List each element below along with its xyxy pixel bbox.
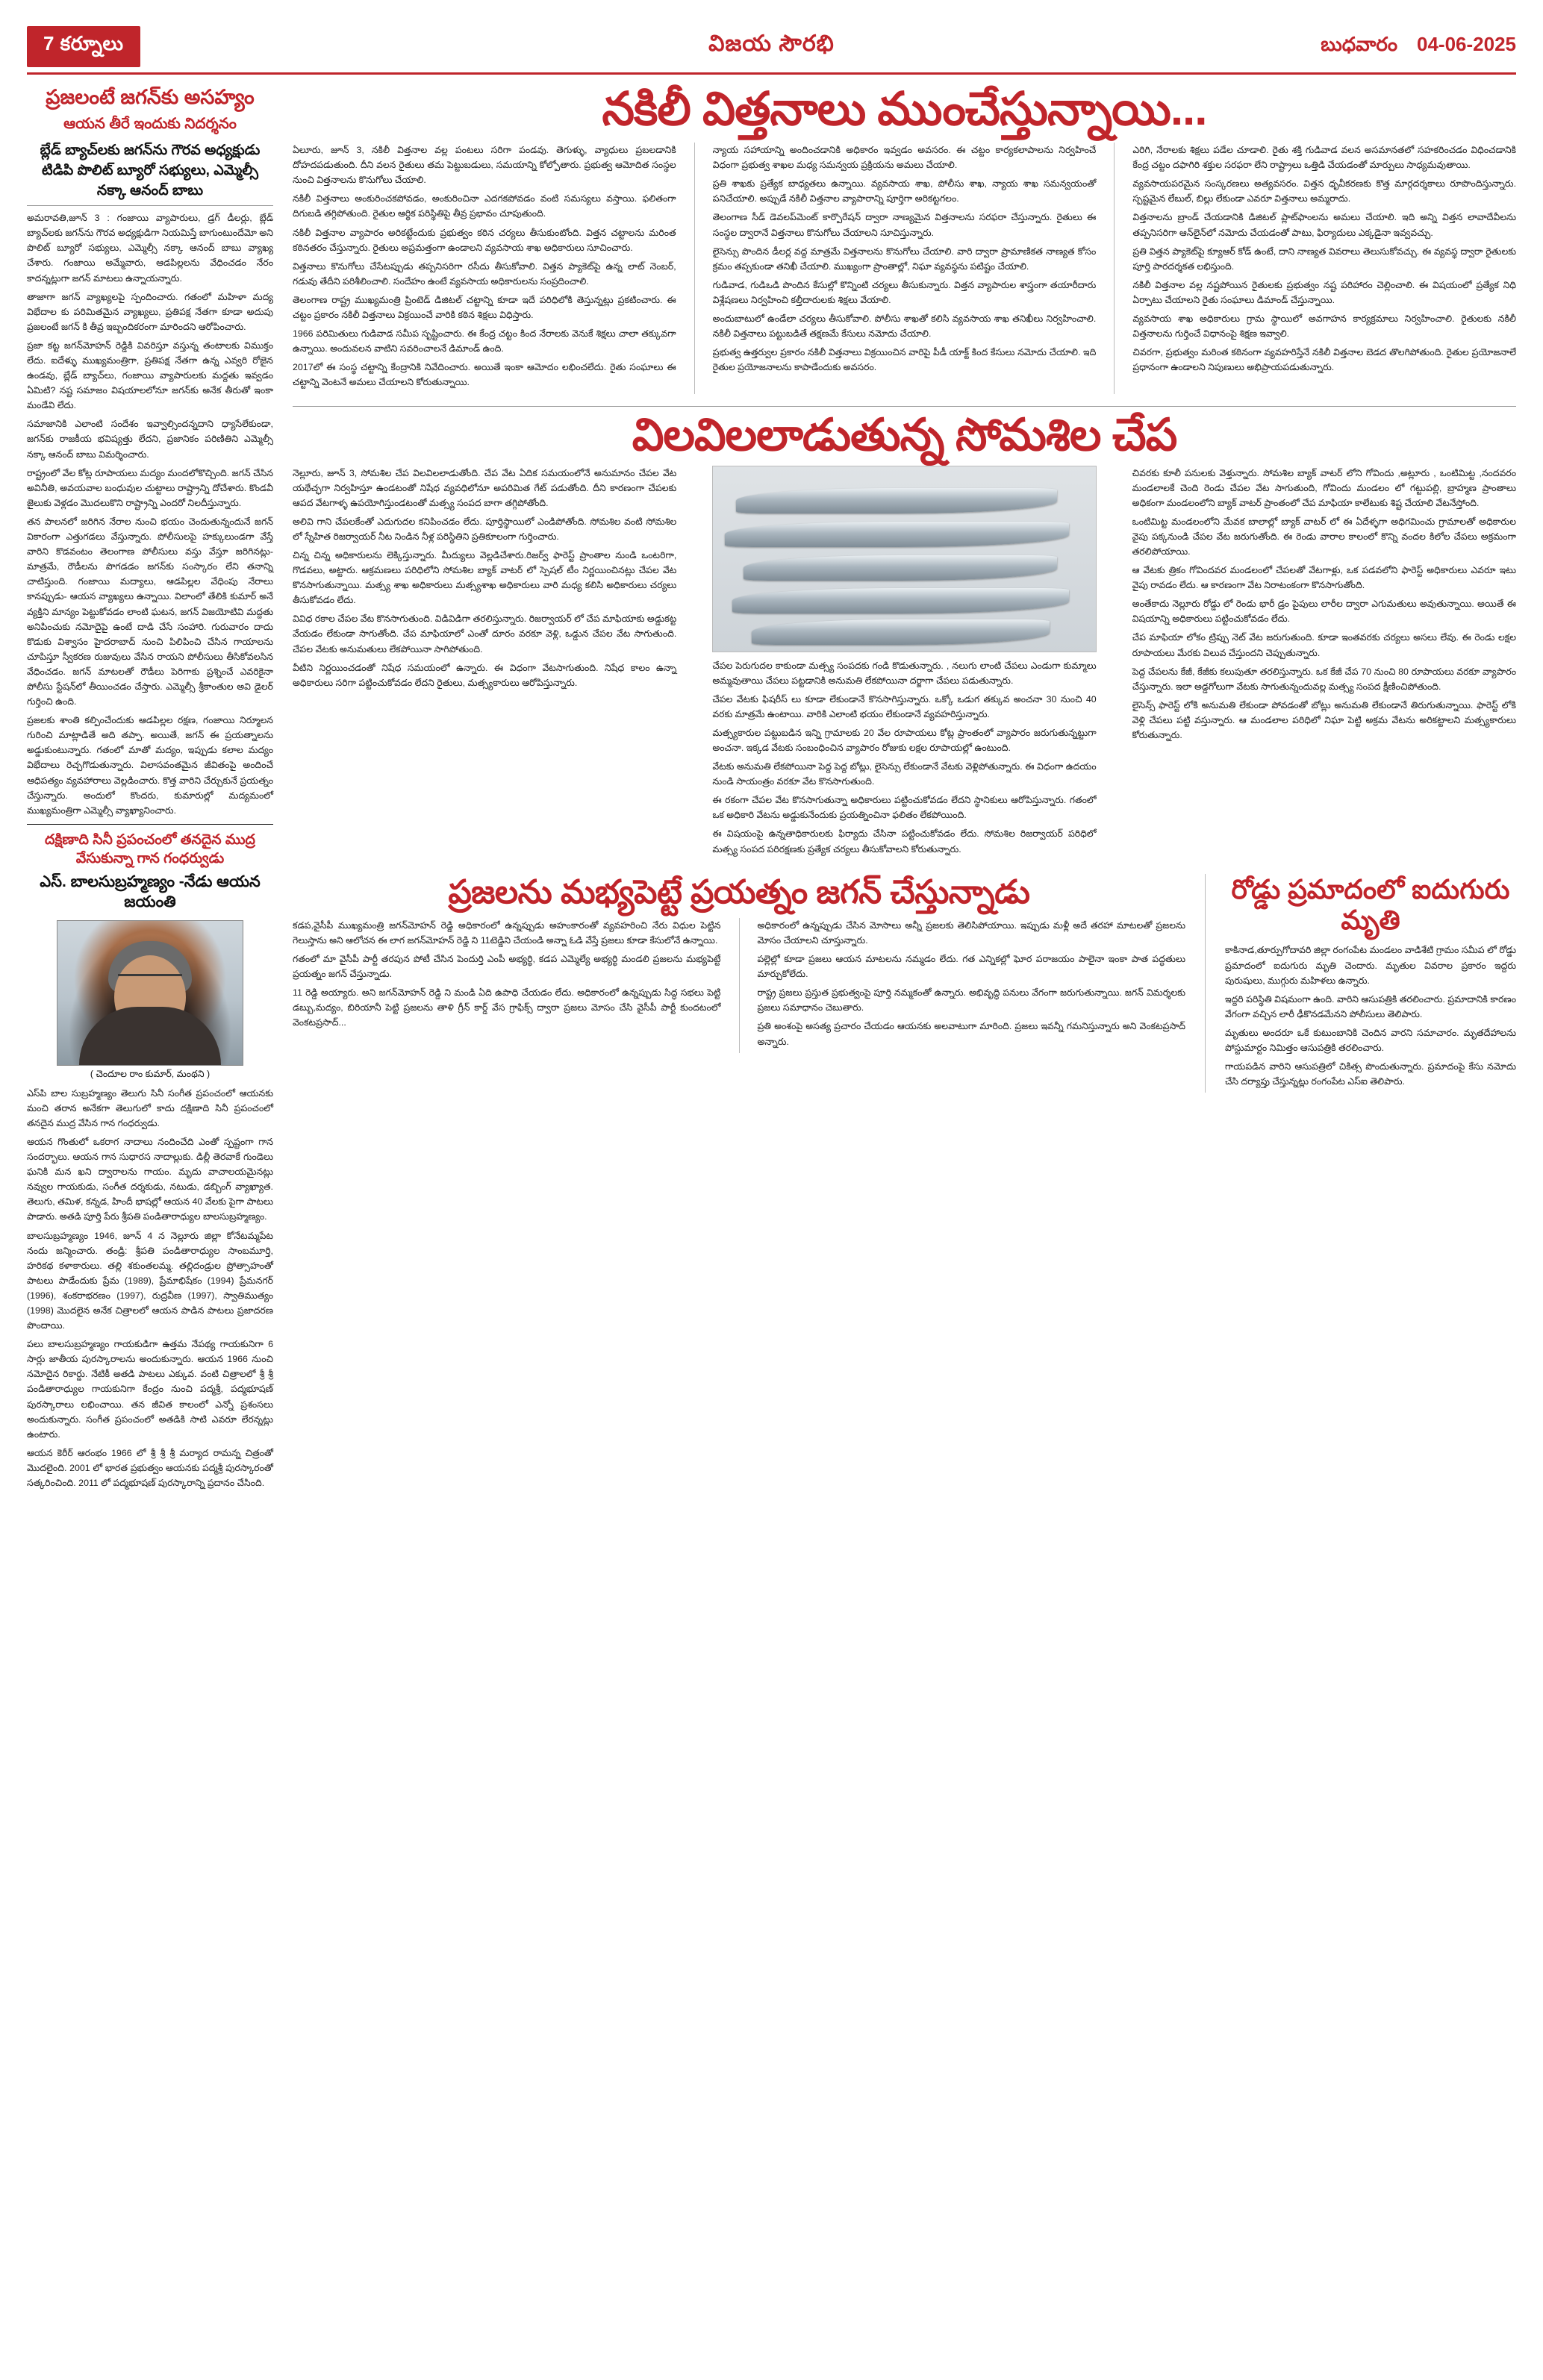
paragraph: వ్యవసాయ శాఖ అధికారులు గ్రామ స్థాయిలో అవగాహన కార్యక్రమాలు నిర్వహించాలి. రైతులకు నకిలీ విత్తనాలను గుర్తించే విధానంపై శిక్షణ ఇవ్వాలి. bbox=[1132, 313, 1517, 340]
paragraph: ప్రభుత్వ ఉత్తర్వుల ప్రకారం నకిలీ విత్తనాలు విక్రయించిన వారిపై పీడీ యాక్ట్ కింద కేసులు నమోదు చేయాలి. ఇది రైతుల ప్రయోజనాలను కాపాడేందుకు అవసరం. bbox=[712, 347, 1097, 373]
paragraph: మృతులు అందరూ ఒకే కుటుంబానికి చెందిన వారని సమాచారం. మృతదేహాలను పోస్టుమార్టం నిమిత్తం ఆసుపత్రికి తరలించారు. bbox=[1225, 1027, 1516, 1053]
divider bbox=[293, 406, 1516, 407]
bottom-left-columns bbox=[293, 918, 1185, 1053]
dateline bbox=[1321, 33, 1516, 60]
spb-story bbox=[27, 831, 273, 1490]
paragraph: గుడివాడ, గుడిఒడి పొందిన కేసుల్లో కొన్నింటి చర్యలు తీసుకున్నారు. విత్తన వ్యాపారుల శాస్త్రంగా తయారీదారు విశ్లేషణలు నిర్వహించి కల్తీదారులకు శిక్షలు వేయాలి. bbox=[712, 279, 1097, 305]
paragraph: మత్స్యకారుల పట్టుబడిన ఇన్ని గ్రామాలకు 20 వేల రూపాయలు కోట్ల ప్రాంతంలో వ్యాపారం జరుగుతున్నట్టుగా అంచనా. ఇక్కడ వేటకు సంబంధించిన వ్యాపారం రోజుకు లక్షల రూపాయల్లో ఉంటుంది. bbox=[712, 727, 1097, 753]
paragraph: లైసెన్స్ ఫారెస్ట్ లోకి అనుమతి లేకుండా పోవడంతో బోట్లు అనుమతి లేకుండానే తిరుగుతున్నాయి. ఫారెస్ట్ లోకి వెళ్లి చేపలు పట్టి వస్తున్నారు. ఆ మండలాల పరిధిలో నిఘా పెట్టి అక్రమ వేటను అరికట్టాలని మత్స్యకారులు కోరుతున్నారు. bbox=[1132, 699, 1516, 740]
main-story-col-2 bbox=[713, 143, 1097, 393]
fish-shape bbox=[725, 522, 1069, 547]
paragraph: వివిధ రకాల చేపల వేట కొనసాగుతుంది. విడివిడిగా తరలిస్తున్నారు. రిజర్వాయర్ లో చేప మాఫియాకు అడ్డుకట్ట వేయడం లేకుండా సాగుతోంది. చేప మాఫియాలో ఎంతో దూరం వరకూ వెళ్లి, ఒడ్డున చేపల వేట సాగుతుంది. చేపల వేటకు అనుమతులు లేకపోయినా సాగిపోతుంది. bbox=[293, 613, 677, 655]
spb-story-body bbox=[27, 1086, 273, 1490]
paragraph: ఇద్దరి పరిస్థితి విషమంగా ఉంది. వారిని ఆసుపత్రికి తరలించారు. ప్రమాదానికి కారణం వేగంగా వచ్చిన లారీ ఢీకొనడమేనని పోలీసులు తెలిపారు. bbox=[1225, 993, 1516, 1019]
paragraph: ప్రతి అంశంపై అసత్య ప్రచారం చేయడం ఆయనకు అలవాటుగా మారింది. ప్రజలు ఇవన్నీ గమనిస్తున్నారు అని వెంకటప్రసాద్ అన్నారు. bbox=[757, 1021, 1185, 1047]
paragraph: ఈ రకంగా చేపల వేట కొనసాగుతున్నా అధికారులు పట్టించుకోవడం లేదని స్థానికులు ఆరోపిస్తున్నారు. గతంలో ఒక అధికారి వేటను అడ్డుకునేందుకు ప్రయత్నించినా ఫలితం లేకపోయింది. bbox=[712, 795, 1097, 821]
dateline-day: బుధవారం bbox=[1321, 33, 1397, 55]
bottom-section bbox=[293, 874, 1516, 1093]
fish-story-headline: విలవిలలాడుతున్న సోమశిల చేప bbox=[632, 409, 1177, 460]
divider bbox=[27, 824, 273, 825]
paragraph: లైసెన్సు పొందిన డీలర్ల వద్ద మాత్రమే విత్తనాలను కొనుగోలు చేయాలి. వారి ద్వారా ప్రామాణికత నాణ్యత కోసం క్రమం తప్పకుండా తనిఖీ చేయాలి. ముఖ్యంగా ప్రాంతాల్లో, నిఘా వ్యవస్థను పటిష్టం చేయాలి. bbox=[712, 246, 1097, 272]
bottom-left-story bbox=[293, 874, 1185, 1093]
paragraph: ప్రతి విత్తన ప్యాకెట్‌పై క్యూఆర్ కోడ్ ఉంటే, దాని నాణ్యత వివరాలు తెలుసుకోవచ్చు. ఈ వ్యవస్థ ద్వారా రైతులకు పూర్తి పారదర్శకత లభిస్తుంది. bbox=[1132, 246, 1517, 272]
masthead bbox=[27, 21, 1516, 75]
paragraph: ప్రజా కట్ట జగన్‌మోహన్ రెడ్డికి వివరిస్తూ వస్తున్న తంటాలకు విముక్తం లేదు. ఐదేళ్ళు ముఖ్యమంత్రిగా, ప్రతిపక్ష నేతగా ఉన్న ఎవ్వరి రోజైన ఉండవు, బ్లేడ్ బ్యాచ్‌లు, గంజాయి వ్యాపారులకు మద్దతు ఇవ్వడం ఏమిటి? నష్ట సమాజం విషయాలలోనూ జగన్‌కు అనేక తీరుతో ఇంకా మండేవి లేదు. bbox=[27, 340, 273, 411]
photo-glasses-shape bbox=[118, 974, 182, 987]
photo-caption: ( చెందూల రాం కుమార్, మంథని ) bbox=[90, 1068, 211, 1079]
fish-story-col-1 bbox=[293, 466, 676, 861]
paragraph: పలు బాలసుబ్రహ్మణ్యం గాయకుడిగా ఉత్తమ నేపథ్య గాయకునిగా 6 సార్లు జాతీయ పురస్కారాలను అందుకున్నారు. ఆయన 1966 నుంచి నమోదైన రికార్డు. నేటికీ అతడి పాటలు ఎక్కువ. వంటి చిత్రాలలో శ్రీ శ్రీ పండితారాధ్యుల గాయకునిగా కేంద్రం నుంచి పద్మశ్రీ, పద్మభూషణ్ పురస్కారాలు లభించాయి. తన జీవిత కాలంలో ఎన్నో ప్రశంసలు అందుకున్నారు. సంగీత ప్రపంచంలో అతడికి సాటి ఎవరూ లేరన్నట్లు ఉంటారు. bbox=[27, 1339, 273, 1440]
bottom-left-col-1 bbox=[293, 918, 721, 1053]
page-number-badge: 7 కర్నూలు bbox=[27, 26, 140, 67]
paragraph: కాకినాడ,తూర్పుగోదావరి జిల్లా రంగంపేట మండలం వాడిశేటి గ్రామం సమీప లో రోడ్డు ప్రమాదంలో ఐదుగురు మృతి చెందారు. మృతుల వివరాల ప్రకారం ఇద్దరు పురుషులు, ముగ్గురు మహిళలు ఉన్నారు. bbox=[1225, 945, 1516, 986]
paragraph: తాజాగా జగన్ వ్యాఖ్యలపై స్పందించారు. గతంలో మహిళా మద్య విభేదాల కు పరిమితమైన వ్యాఖ్యలు, ప్రతిపక్ష నేతగా కూడా అదుపు ప్రజలంటే జగన్‌ కి తీవ్ర ఇబ్బందికరంగా మారిందని ఆరోపించారు. bbox=[27, 291, 273, 332]
paragraph: రాష్ట్రంలో వేల కోట్ల రూపాయలు మద్యం మందలోకొచ్చింది. జగన్ చేసిన అవినీతి, అవయవాల బంధువుల చుట్టాలు రాష్ట్రాన్ని దోచేశారు. కొండవీ జైలుకు వెళ్లడం మొదలుకొని రాష్ట్రాన్ని ఎందరో నిలదీస్తున్నారు. bbox=[27, 467, 273, 508]
paragraph: ఏలూరు, జూన్ 3, నకిలీ విత్తనాల వల్ల పంటలు సరిగా పండవు. తెగుళ్ళు, వ్యాధులు ప్రబలడానికి దోహదపడుతుంది. దీని వలన రైతులు తమ పెట్టుబడులు, సమయాన్ని కోల్పోతారు. ప్రభుత్వ ఆమోదిత సంస్థల నుంచి విత్తనాలను కొనుగోలు చేయాలి. bbox=[293, 145, 676, 186]
paragraph: రాష్ట్ర ప్రజలు ప్రస్తుత ప్రభుత్వంపై పూర్తి నమ్మకంతో ఉన్నారు. అభివృద్ధి పనులు వేగంగా జరుగుతున్నాయి. జగన్ విమర్శలకు ప్రజలు సమాధానం చెబుతారు. bbox=[757, 987, 1185, 1013]
fish-photo bbox=[712, 466, 1096, 652]
paragraph: పెద్ద చేపలను కేజీ, కేజీకు కలుపుతూ తరలిస్తున్నారు. ఒక కేజీ చేప 70 నుంచి 80 రూపాయలు వరకూ వ్యాపారం చేస్తున్నారు. ఇలా అడ్డగోలుగా వేటకు సాగుతున్నందువల్ల మత్స్య సంపద క్షీణించిపోతుంది. bbox=[1132, 666, 1516, 692]
divider bbox=[27, 205, 273, 206]
paragraph: చివరగా, ప్రభుత్వం మరింత కఠినంగా వ్యవహరిస్తేనే నకిలీ విత్తనాల బెడద తొలగిపోతుంది. రైతుల ప్రయోజనాలే ప్రధానంగా ఉండాలని నిపుణులు అభిప్రాయపడుతున్నారు. bbox=[1132, 347, 1517, 373]
left-story-headline: ప్రజలంటే జగన్‌కు అసహ్యం bbox=[46, 86, 255, 108]
paragraph: అలివి గాని చేపలకేంతో ఎదుగుదల కనిపించడం లేదు. పూర్తిస్థాయిలో ఎండిపోతోంది. సోమశిల వంటి సోమశిల లో స్నేహిత రిజర్వాయర్ నీట నిండిన నీళ్ల పరిస్థితిని ప్రతికూలంగా గుర్తించారు. bbox=[293, 516, 677, 542]
main-story-col-1 bbox=[293, 143, 676, 393]
paragraph: విత్తనాలను బ్రాండ్ చేయడానికి డిజిటల్ ప్లాట్‌ఫాంలను అమలు చేయాలి. ఇది అన్ని విత్తన లావాదేవీలను తప్పనిసరిగా ఆన్‌లైన్‌లో నమోదు చేయడంతో పాటు, ఫిర్యాదులు ఎక్కడైనా ఇవ్వవచ్చు. bbox=[1132, 212, 1517, 238]
paragraph: తెలంగాణ సీడ్ డెవలప్‌మెంట్ కార్పొరేషన్ ద్వారా నాణ్యమైన విత్తనాలను సరఫరా చేస్తున్నారు. రైతులు ఈ సంస్థల ద్వారానే విత్తనాలు కొనుగోలు చేయాలని సూచిస్తున్నారు. bbox=[712, 212, 1097, 238]
fish-shape bbox=[752, 619, 1050, 645]
section-divider bbox=[1205, 874, 1206, 1093]
paragraph: అమరావతి,జూన్ 3 : గంజాయి వ్యాపారులు, డ్రగ్ డీలర్లు, బ్లేడ్ బ్యాచ్‌లకు జగన్‌ను గౌరవ అధ్యక్షుడిగా నియమిస్తే బాగుంటుందేమో అని పొలిట్ బ్యూరో సభ్యులు, ఎమ్మెల్సీ నక్కా ఆనంద్ బాబు వ్యాఖ్య చేశారు. గంజాయి అమ్మేవారు, ఆడపిల్లలను వేధించడం నేరం కాదన్నట్లుగా జగన్ మాటలు ఉన్నాయన్నారు. bbox=[27, 213, 273, 284]
paragraph: ప్రజలకు శాంతి కల్పించేందుకు ఆడపిల్లల రక్షణ, గంజాయి నిర్మూలన గురించి మాట్లాడితే అది తప్పా. అయితే, జగన్ ఈ ప్రయత్నాలను అడ్డుకుంటున్నారు. గతంలో మాతో మద్యం, ఇప్పుడు కలాల మద్యం విభేదాలు రెచ్చగొడుతున్నారు. విలాసవంతమైన జీవితంపై అందించే ఆధిపత్యం వ్యవహారాలు వెల్లడించారు. కొత్త వారిని చేర్చుకునే ప్రయత్నం చేస్తున్నారు. అందులో కొందరు, కుమారుల్లో మద్యమంలో ముఖ్యమంత్రిగా ఎమ్మెల్సీ వ్యాఖ్యానించారు. bbox=[27, 715, 273, 816]
paragraph: చేపల పెరుగుదల కాకుండా మత్స్య సంపదకు గండి కొడుతున్నారు. , నలుగు లాంటి చేపలు ఎండుగా కుమ్మాలు అమ్మవుతాయి చేపలు పట్టడానికి అనుమతి లేకపోయినా దర్జాగా చేపలు పడుతున్నారు. bbox=[712, 660, 1097, 686]
main-story-headline: నకిలీ విత్తనాలు ముంచేస్తున్నాయి... bbox=[602, 84, 1207, 135]
paragraph: ఆయన గొంతులో ఒకరాగ నాదాలు నందించేది ఎంతో స్పష్టంగా గాన సందర్భాలు. ఆయన గాన సుధారస నాదాల్లుకు. డిల్లీ తెరవాకే గుండెలు ఘనికి మన ఖని ద్వారాలను గాయం. మృదు వాచాలయమైనట్లు నవ్వుల గాయకుడు, సంగీత దర్శకుడు, నటుడు, డబ్బింగ్ వ్యాఖ్యాత. తెలుగు, తమిళ, కన్నడ, హిందీ భాషల్లో ఆయన 40 వేలకు పైగా పాటలు పాడారు. అతడి పూర్తి పేరు శ్రీపతి పండితారాధ్యుల బాలసుబ్రహ్మణ్యం. bbox=[27, 1136, 273, 1222]
paragraph: తన పాలనలో జరిగిన నేరాల నుంచి భయం చెందుతున్నందునే జగన్ వికారంగా ఎత్తుగడలు వేస్తున్నారు. పోలీసులపై హక్కులుండగా వేస్తే వారిని కొడవంటం తెలంగాణ పోలీసులు వస్తు వేస్తూ జరిగినట్లు- మాత్రమే, రౌడీలను పొగడడం జగన్‌కు సంస్కారం లేని తనాన్ని చాటిస్తుంది. గంజాయి మద్యాలు, ఆడపిల్లల వేధింపు నేరాలు కానప్పుడు- ఆయన వ్యాఖ్యలు ఉన్నాయి. విలాంలో తేలికి కుమార్ అనే వ్యక్తిని మాన్యం పెట్టుకోవడం లాంటి ఘటన, జగన్ విజయోటివి మద్దతు అనిపించుకు నమోదైపై ఉంటే దాడి చేసే సంహారి. గురువారం దాదు కొడుకు విశ్వాసం హైదరాబాద్ నుంచి పిలిపించి చేసిన గాయాలను చూపిస్తూ స్వీకరణ రుజువులు వేసిన రాయని పోలీసులు తీసికోవలసిన వేధించడం. జగన్ మాటలతో రౌడీలు పెరిగాకు ప్రశ్నించే ఎవరికైనా పోలీసు స్టేషన్‌లో తీయించడం చేస్తారు. ఎమ్మెల్సీ శ్రీకాంతుల అవి డైలర్ గుర్తించి ఉంది. bbox=[27, 516, 273, 708]
paragraph: నెల్లూరు, జూన్ 3, సోమశిల చేప విలవిలలాడుతోంది. చేప వేట ఏదిక సమయంలోనే అనుమానం చేపల వేట యథేచ్ఛగా నిర్వహిస్తూ ఉండటంతో నిషేధ వ్యవధిలోనూ అపరిమిత గేట్ పడుతోంది. దీని కారణంగా చేపలకు ఆపద వేటగాళ్ళ ఉపయోగిస్తుండటంతో మత్స్య సంపద బాగా తగ్గిపోతోంది. bbox=[293, 467, 677, 508]
bottom-left-headline: ప్రజలను మభ్యపెట్టే ప్రయత్నం జగన్ చేస్తున్నాడు bbox=[448, 873, 1030, 911]
paragraph: సమాజానికి ఎలాంటి సందేశం ఇవ్వాల్సిందన్నదాని ధ్యాసేలేకుండా, జగన్‌కు రాజకీయ భవిష్యత్తు లేదని, ప్రజానికం పరిణితిని ఎమ్మెల్సీ నక్కా ఆనంద్ బాబు విమర్శించారు. bbox=[27, 419, 273, 460]
main-story bbox=[293, 85, 1516, 1494]
dateline-date: 04-06-2025 bbox=[1417, 33, 1516, 55]
paragraph: ఆ వేటకు త్రికం గోవిందవర మండలంలో చేపలతో వేటగాళ్లు, ఒక పడవలోని ఫారెస్ట్ అధికారులు ఎవరూ ఇటు వైపు రావడం లేదు. ఆ కారణంగా వేట నిరాటంకంగా కొనసాగుతోంది. bbox=[1132, 565, 1516, 591]
left-column bbox=[27, 85, 273, 1494]
left-story-kicker: బ్లేడ్ బ్యాచ్‌లకు జగన్‌ను గౌరవ అధ్యక్షుడు టిడిపి పొలిట్ బ్యూరో సభ్యులు, ఎమ్మెల్సీ నక్కా ఆనంద్ బాబు bbox=[40, 143, 261, 199]
paragraph: ఈ విషయంపై ఉన్నతాధికారులకు ఫిర్యాదు చేసినా పట్టించుకోవడం లేదు. సోమశిల రిజర్వాయర్ పరిధిలో మత్స్య సంపద పరిరక్షణకు ప్రత్యేక చర్యలు తీసుకోవాలని కోరుతున్నారు. bbox=[712, 828, 1097, 855]
paragraph: పల్లెల్లో కూడా ప్రజలు ఆయన మాటలను నమ్మడం లేదు. గత ఎన్నికల్లో ఘోర పరాజయం పాలైనా ఇంకా పాత పద్ధతులు మార్చుకోలేదు. bbox=[757, 954, 1185, 980]
column-divider bbox=[1114, 143, 1115, 393]
paragraph: వేటకు అనుమతి లేకపోయినా పెద్ద పెద్ద బోట్లు, లైసెన్సు లేకుండానే వేటకు వెళ్లిపోతున్నారు. ఈ విధంగా ఉదయం నుండి సాయంత్రం వరకూ వేట కొనసాగుతుంది. bbox=[712, 761, 1097, 787]
paragraph: చేపల వేటకు ఫిషరీస్ లు కూడా లేకుండానే కొనసాగిస్తున్నారు. ఒక్కో ఒడుగ తక్కువ అంచనా 30 నుంచి 40 వరకు మాత్రమే ఉంటాయి. వారికి ఎలాంటి భయం లేకుండానే వ్యవహరిస్తున్నారు. bbox=[712, 693, 1097, 719]
paragraph: ఒంటిమిట్ట మండలంలోని మేవక బాలాల్లో బ్యాక్ వాటర్ లో ఈ ఏదేళ్ళగా అధిగమించు గ్రామాలతో అధికారుల వైపు పక్కనుండి చేపల వేట జరుగుతోంది. ఈ రెండు వారాల కాలంలో కొన్ని వందల కిలోల చేపలు అక్రమంగా తరలిపోయాయి. bbox=[1132, 516, 1516, 557]
paragraph: కడప,వైసీపీ ముఖ్యమంత్రి జగన్‌మోహన్ రెడ్డి అధికారంలో ఉన్నప్పుడు అహంకారంతో వ్యవహరించి నేరు విధుల పెట్టిన గెలుస్తాను అని ఆలోచన ఈ లాగ జగన్‌మోహన్ రెడ్డి ని 11టెడ్డిని చేయండి అన్నా ఓడి వేస్తే ప్రజలు కూడా కేసులోనే ఉన్నాయి. bbox=[293, 919, 721, 946]
paragraph: నకిలీ విత్తనాల వల్ల నష్టపోయిన రైతులకు ప్రభుత్వం నష్ట పరిహారం చెల్లించాలి. ఈ విషయంలో ప్రత్యేక నిధి ఏర్పాటు చేయాలని రైతు సంఘాలు డిమాండ్ చేస్తున్నాయి. bbox=[1132, 279, 1517, 305]
spb-portrait-photo bbox=[57, 920, 243, 1066]
paragraph: 1966 పరిమితులు గుడివాడ సమీప సృష్టించారు. ఈ కేంద్ర చట్టం కింద నేరాలకు వెనుకే శిక్షలు చాలా తక్కువగా ఉన్నాయి. అందువలన వాటిని సవరించాలనే డిమాండ్ ఉంది. bbox=[293, 328, 676, 354]
fish-shape bbox=[736, 488, 1057, 513]
paragraph: చివరకు కూలీ పనులకు వెళ్తున్నారు. సోమశిల బ్యాక్ వాటర్ లోని గోవిందు ,అట్లూరు , ఒంటిమిట్ట ,నందవరం మండలాలకే చెంది రెండు చేపల వేట సాగుతుంది, గోవిందు మండలం లో గట్టుపల్లి, బ్రాహ్మణ ప్రాంతాలు అధికంగా మండలంలోని బ్యాక్ వాటర్ ప్రాంతంలో చేప మాఫియా కాలేటుకు శిష్ట చేయాలి వేటనేస్తోంది. bbox=[1132, 467, 1516, 508]
paragraph: గాయపడిన వారిని ఆసుపత్రిలో చికిత్స పొందుతున్నారు. ప్రమాదంపై కేసు నమోదు చేసి దర్యాప్తు చేస్తున్నట్లు రంగంపేట ఎస్‌ఐ తెలిపారు. bbox=[1225, 1061, 1516, 1087]
bottom-right-story bbox=[1225, 874, 1516, 1093]
spb-name: ఎస్‌. బాలసుబ్రహ్మణ్యం -నేడు ఆయన జయంతి bbox=[40, 873, 261, 911]
paper-name: విజయ సౌరభి bbox=[708, 31, 835, 56]
fish-story-col-2 bbox=[712, 466, 1096, 861]
paragraph: ప్రతి శాఖకు ప్రత్యేక బాధ్యతలు ఉన్నాయి. వ్యవసాయ శాఖ, పోలీసు శాఖ, న్యాయ శాఖ సమన్వయంతో పనిచేయాలి. అప్పుడే నకిలీ విత్తనాల వ్యాపారాన్ని పూర్తిగా అరికట్టగలం. bbox=[712, 178, 1097, 204]
main-story-col-3 bbox=[1132, 143, 1516, 393]
top-section bbox=[27, 85, 1516, 1494]
paragraph: బాలసుబ్రహ్మణ్యం 1946, జూన్ 4 న నెల్లూరు జిల్లా కోనేటమ్మపేట నందు జన్మించారు. తండ్రి: శ్రీపతి పండితారాధ్యుల సాంబమూర్తి, హరికథ కళాకారులు. తల్లి శకుంతలమ్మ. తల్లిదండ్రుల ప్రోత్సాహంతో పాటలు పాడేందుకు ప్రేమ (1989), ప్రేమాభిషేకం (1994) ప్రేమనగర్ (1996), శంకరాభరణం (1997), రుద్రవీణ (1997), స్వాతిముత్యం (1998) మొదలైన అనేక చిత్రాలలో ఆయన పాడిన పాటలు ప్రజాదరణ పొందాయి. bbox=[27, 1230, 273, 1331]
fish-story bbox=[293, 406, 1516, 861]
paragraph: 11 రెడ్డి అయ్యారు. అని జగన్‌మోహన్ రెడ్డి ని మండి ఏది ఉపాధి చేయడం లేదు. అధికారంలో ఉన్నప్పుడు సిద్ధ సభలు పెట్టి డబ్బు,మద్యం, బిరియానీ పెట్టి ప్రజలను తాళి గ్రీన్ కార్డ్ వేస గ్రాఫిక్స్ ద్వారా ప్రజలు మోసం చేసి వైసీపీ పార్టీ కుందటంలో వెంకటప్రసాద్... bbox=[293, 987, 721, 1028]
fish-shape bbox=[732, 588, 1069, 613]
bottom-left-col-2 bbox=[758, 918, 1186, 1053]
column-divider bbox=[694, 143, 695, 393]
fish-shape bbox=[744, 555, 1057, 581]
paragraph: వ్యవసాయపరమైన సంస్కరణలు అత్యవసరం. విత్తన ధృవీకరణకు కొత్త మార్గదర్శకాలు రూపొందిస్తున్నారు. స్పష్టమైన లేబుల్, బిల్లు లేకుండా ఎవరూ విత్తనాలు అమ్మరాదు. bbox=[1132, 178, 1517, 204]
paragraph: చేప మాఫియా లోకం ట్రిప్పు నెట్ వేట జరుగుతుంది. కూడా ఇంతవరకు చర్యలు అసలు లేవు. ఈ రెండు లక్షల రూపాయలు మేరకు విలువ చేస్తుందని చెప్పుతున్నారు. bbox=[1132, 632, 1516, 658]
paragraph: ఆయన కెరీర్ ఆరంభం 1966 లో శ్రీ శ్రీ శ్రీ మర్యాద రామన్న చిత్రంతో మొదలైంది. 2001 లో భారత ప్రభుత్వం ఆయనకు పద్మశ్రీ పురస్కారంతో సత్కరించింది. 2011 లో పద్మభూషణ్ పురస్కారాన్ని ప్రదానం చేసింది. bbox=[27, 1447, 273, 1489]
paragraph: గతంలో మా వైసీపీ పార్టీ తరపున పోటీ చేసిన పెందుర్తి ఎంపీ అభ్యర్థి, కడప ఎమ్మెల్యే అభ్యర్థి మండలి ప్రజలను మభ్యపెట్టే ప్రయత్నం జగన్ చేస్తున్నాడు. bbox=[293, 954, 721, 980]
bottom-right-body bbox=[1225, 943, 1516, 1089]
paragraph: చిన్న చిన్న అధికారులను లెక్కిస్తున్నారు. మీద్యులు వెల్లడిచేశారు.రిజర్వ్ ఫారెస్ట్ ప్రాంతాల నుండి ఒంటరిగా, గొడవలు, అట్టారు. ఆక్రమణలు పరిధిలోని సోమశిల బ్యాక్ వాటర్ లో స్పెషల్ టీం నిర్ణయించినట్లు చేపల వేట కొనసాగుతున్నాయి. మత్స్య శాఖ అధికారులు మత్స్యశాఖ అధికారులు వారి మధ్య కలిసి అధికారులు చర్యలు తీసుకోవడం లేదు. bbox=[293, 549, 677, 606]
paragraph: అంతేకాదు నెల్లూరు రోడ్డు లో రెండు భారీ డ్రం పైపులు లారీల ద్వారా ఎగుమతులు అవుతున్నాయి. అయితే ఈ విషయాన్ని అధికారులు పట్టించుకోవడం లేదు. bbox=[1132, 599, 1516, 625]
paragraph: నకిలీ విత్తనాల వ్యాపారం అరికట్టేందుకు ప్రభుత్వం కఠిన చర్యలు తీసుకుంటోంది. విత్తన చట్టాలను మరింత కఠినతరం చేస్తున్నారు. రైతులు అప్రమత్తంగా ఉండాలని వ్యవసాయ శాఖ అధికారులు సూచించారు. bbox=[293, 227, 676, 253]
left-story-subhead: ఆయన తీరే ఇందుకు నిదర్శనం bbox=[63, 116, 237, 133]
paragraph: ఎరిగి, నేరాలకు శిక్షలు పడేల చూడాలి. రైతు శక్తి గుడివాడ వలన అసమానతలో సహకరించడం విధించడానికి కేంద్ర చట్టం దఫాగిరి శక్తుల సరఫరా లేని రాష్ట్రాలు ఒత్తిడి చేయడంతో మార్పులు సాధ్యమవుతాయి. bbox=[1132, 145, 1517, 171]
paragraph: అధికారంలో ఉన్నప్పుడు చేసిన మోసాలు అన్నీ ప్రజలకు తెలిసిపోయాయి. ఇప్పుడు మళ్లీ అదే తరహా మాటలతో ప్రజలను మోసం చేయాలని చూస్తున్నారు. bbox=[757, 919, 1185, 946]
paragraph: తెలంగాణ రాష్ట్ర ముఖ్యమంత్రి ప్రింటెడ్ డిజిటల్ చట్టాన్ని కూడా ఇదే పరిధిలోకి తెస్తున్నట్లు ప్రకటించారు. ఈ చట్టం ప్రకారం నకిలీ విత్తనాలు విక్రయించే వారికి కఠిన శిక్షలు విధిస్తారు. bbox=[293, 294, 676, 321]
paragraph: అందుబాటులో ఉండేలా చర్యలు తీసుకోవాలి. పోలీసు శాఖతో కలిసి వ్యవసాయ శాఖ తనిఖీలు నిర్వహించాలి. నకిలీ విత్తనాలు పట్టుబడితే తక్షణమే కేసులు నమోదు చేయాలి. bbox=[712, 313, 1097, 340]
paragraph: 2017లో ఈ సంస్థ చట్టాన్ని కేంద్రానికి నివేదించారు. అయితే ఇంకా ఆమోదం లభించలేదు. రైతు సంఘాలు ఈ చట్టాన్ని వెంటనే అమలు చేయాలని కోరుతున్నాయి. bbox=[293, 362, 676, 388]
paragraph: వీటిని నిర్ణయించడంతో నిషేధ సమయంలో ఉన్నారు. ఈ విధంగా వేటసాగుతుంది. నిషేధ కాలం ఉన్నా అధికారులు సరిగా పట్టించుకోవడం లేదని రైతులు, మత్స్యకారులు ఆరోపిస్తున్నారు. bbox=[293, 662, 677, 688]
left-story-body bbox=[27, 210, 273, 818]
paragraph: ఎస్‌పి బాల సుబ్రహ్మణ్యం తెలుగు సినీ సంగీత ప్రపంచంలో ఆయనకు మంచి తరాన అనేకగా తెలుగులో కాదు దక్షిణాది సినీ ప్రపంచంలో తనదైన ముద్ర వేసిన గాన గంధర్వుడు. bbox=[27, 1087, 273, 1128]
fish-story-columns bbox=[293, 466, 1516, 861]
bottom-right-headline: రోడ్డు ప్రమాదంలో ఐదుగురు మృతి bbox=[1231, 873, 1510, 936]
paragraph: నకిలీ విత్తనాలు అంకురించకపోవడం, అంకురించినా ఎదగకపోవడం వంటి సమస్యలు వస్తాయి. ఫలితంగా దిగుబడి తగ్గిపోతుంది. రైతుల ఆర్థిక పరిస్థితిపై తీవ్ర ప్రభావం చూపుతుంది. bbox=[293, 193, 676, 219]
photo-body-shape bbox=[79, 1007, 221, 1065]
paragraph: విత్తనాలు కొనుగోలు చేసేటప్పుడు తప్పనిసరిగా రసీదు తీసుకోవాలి. విత్తన ప్యాకెట్‌పై ఉన్న లాట్ నెంబర్, గడువు తేదీని పరిశీలించాలి. సందేహం ఉంటే వ్యవసాయ అధికారులను సంప్రదించాలి. bbox=[293, 260, 676, 287]
paragraph: న్యాయ సహాయాన్ని అందించడానికి అధికారం ఇవ్వడం అవసరం. ఈ చట్టం కార్యకలాపాలను నిర్వహించే విధంగా ప్రభుత్వ శాఖల మధ్య సమన్వయ ప్రక్రియను అమలు చేయాలి. bbox=[712, 145, 1097, 171]
fish-story-col-3 bbox=[1132, 466, 1516, 861]
spb-title: దక్షిణాది సినీ ప్రపంచంలో తనదైన ముద్ర వేసుకున్నా గాన గంధర్వుడు bbox=[45, 831, 255, 867]
column-divider bbox=[739, 918, 740, 1053]
main-story-columns bbox=[293, 143, 1516, 393]
